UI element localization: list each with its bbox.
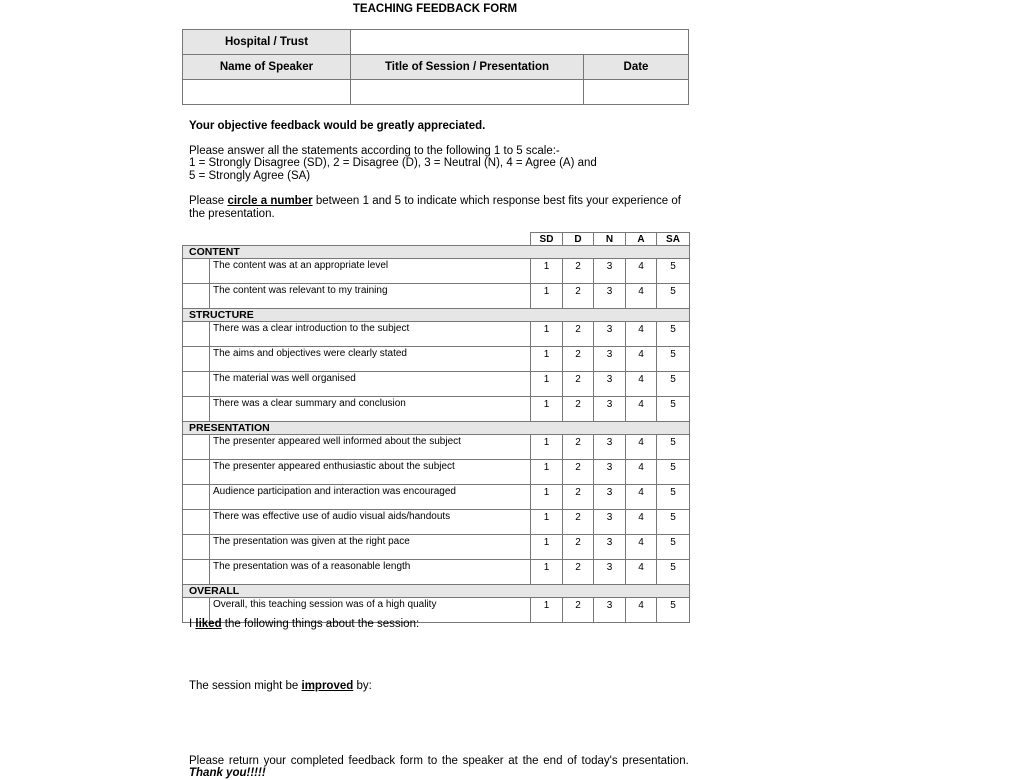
liked-pre: I: [189, 618, 196, 630]
statement-row: [183, 485, 690, 510]
date-field[interactable]: [584, 80, 689, 105]
statement-row: [183, 435, 690, 460]
rating-table: [182, 232, 690, 623]
rating-option-1[interactable]: 1: [531, 535, 563, 560]
rating-option-3[interactable]: 3: [594, 460, 626, 485]
improved-emphasis: improved: [301, 680, 354, 692]
row-marker-cell: [183, 485, 210, 510]
rating-option-5[interactable]: 5: [657, 322, 690, 347]
rating-option-4[interactable]: 4: [626, 347, 657, 372]
rating-option-3[interactable]: 3: [594, 347, 626, 372]
rating-option-4[interactable]: 4: [626, 460, 657, 485]
rating-option-1[interactable]: 1: [531, 259, 563, 284]
rating-option-1[interactable]: 1: [531, 284, 563, 309]
session-title-label: Title of Session / Presentation: [351, 55, 584, 80]
scale-header-n: N: [594, 233, 626, 246]
rating-option-2[interactable]: 2: [563, 435, 594, 460]
statement-row: [183, 535, 690, 560]
row-marker-cell: [183, 560, 210, 585]
statement-row: [183, 259, 690, 284]
rating-option-2[interactable]: 2: [563, 284, 594, 309]
session-title-field[interactable]: [351, 80, 584, 105]
rating-option-1[interactable]: 1: [531, 598, 563, 623]
rating-option-2[interactable]: 2: [563, 460, 594, 485]
rating-option-4[interactable]: 4: [626, 259, 657, 284]
rating-option-1[interactable]: 1: [531, 460, 563, 485]
rating-option-4[interactable]: 4: [626, 510, 657, 535]
row-marker-cell: [183, 259, 210, 284]
appreciation-text: Your objective feedback would be greatly appreciated.: [189, 120, 486, 132]
rating-option-4[interactable]: 4: [626, 560, 657, 585]
scale-line-2: 1 = Strongly Disagree (SD), 2 = Disagree (D), 3 = Neutral (N), 4 = Agree (A) and: [189, 157, 597, 169]
speaker-name-field[interactable]: [183, 80, 351, 105]
liked-prompt: [189, 618, 419, 631]
rating-option-3[interactable]: 3: [594, 284, 626, 309]
liked-post: the following things about the session:: [221, 618, 420, 630]
rating-option-5[interactable]: 5: [657, 284, 690, 309]
rating-option-5[interactable]: 5: [657, 485, 690, 510]
rating-option-3[interactable]: 3: [594, 259, 626, 284]
session-details-table: [182, 29, 689, 105]
rating-option-3[interactable]: 3: [594, 535, 626, 560]
rating-option-1[interactable]: 1: [531, 560, 563, 585]
statement-text: The content was at an appropriate level: [210, 259, 531, 284]
rating-option-3[interactable]: 3: [594, 485, 626, 510]
scale-header-sd: SD: [531, 233, 563, 246]
return-instruction: [189, 755, 692, 780]
statement-text: The presenter appeared well informed about the subject: [210, 435, 531, 460]
hospital-trust-field[interactable]: [351, 30, 689, 55]
rating-option-4[interactable]: 4: [626, 598, 657, 623]
rating-option-5[interactable]: 5: [657, 598, 690, 623]
hospital-trust-label: Hospital / Trust: [183, 30, 351, 55]
rating-option-5[interactable]: 5: [657, 372, 690, 397]
section-heading: OVERALL: [183, 585, 690, 598]
improved-post: by:: [353, 680, 372, 692]
rating-option-1[interactable]: 1: [531, 347, 563, 372]
statement-text: The material was well organised: [210, 372, 531, 397]
rating-option-2[interactable]: 2: [563, 535, 594, 560]
section-heading: PRESENTATION: [183, 422, 690, 435]
rating-option-1[interactable]: 1: [531, 372, 563, 397]
row-marker-cell: [183, 435, 210, 460]
statement-text: The presentation was given at the right pace: [210, 535, 531, 560]
speaker-name-label: Name of Speaker: [183, 55, 351, 80]
rating-option-4[interactable]: 4: [626, 485, 657, 510]
statement-text: There was a clear summary and conclusion: [210, 397, 531, 422]
section-row: [183, 246, 690, 259]
rating-option-2[interactable]: 2: [563, 347, 594, 372]
rating-option-5[interactable]: 5: [657, 397, 690, 422]
rating-option-1[interactable]: 1: [531, 397, 563, 422]
rating-option-4[interactable]: 4: [626, 535, 657, 560]
rating-option-1[interactable]: 1: [531, 435, 563, 460]
rating-option-5[interactable]: 5: [657, 347, 690, 372]
row-marker-cell: [183, 535, 210, 560]
rating-option-2[interactable]: 2: [563, 322, 594, 347]
rating-option-4[interactable]: 4: [626, 322, 657, 347]
rating-option-2[interactable]: 2: [563, 560, 594, 585]
rating-option-2[interactable]: 2: [563, 259, 594, 284]
liked-emphasis: liked: [195, 618, 222, 630]
rating-option-2[interactable]: 2: [563, 510, 594, 535]
rating-option-1[interactable]: 1: [531, 322, 563, 347]
statement-row: [183, 560, 690, 585]
rating-option-4[interactable]: 4: [626, 435, 657, 460]
statement-row: [183, 460, 690, 485]
rating-option-5[interactable]: 5: [657, 510, 690, 535]
rating-option-3[interactable]: 3: [594, 397, 626, 422]
rating-option-4[interactable]: 4: [626, 372, 657, 397]
statement-text: The presenter appeared enthusiastic about the subject: [210, 460, 531, 485]
section-row: [183, 309, 690, 322]
statement-text: Overall, this teaching session was of a high quality: [210, 598, 531, 623]
statement-row: [183, 322, 690, 347]
date-label: Date: [584, 55, 689, 80]
return-text: Please return your completed feedback form to the speaker at the end of today's presentation.: [189, 754, 689, 767]
rating-option-1[interactable]: 1: [531, 485, 563, 510]
statement-text: The content was relevant to my training: [210, 284, 531, 309]
rating-option-3[interactable]: 3: [594, 560, 626, 585]
statement-row: [183, 372, 690, 397]
rating-option-4[interactable]: 4: [626, 284, 657, 309]
rating-option-3[interactable]: 3: [594, 510, 626, 535]
row-marker-cell: [183, 322, 210, 347]
statement-text: There was effective use of audio visual aids/handouts: [210, 510, 531, 535]
scale-header-a: A: [626, 233, 657, 246]
row-marker-cell: [183, 347, 210, 372]
improved-pre: The session might be: [189, 680, 302, 692]
statement-row: [183, 397, 690, 422]
scale-header-d: D: [563, 233, 594, 246]
rating-option-3[interactable]: 3: [594, 598, 626, 623]
statement-row: [183, 510, 690, 535]
rating-option-5[interactable]: 5: [657, 535, 690, 560]
circle-instruction-pre: Please: [189, 195, 228, 207]
row-marker-cell: [183, 284, 210, 309]
rating-option-5[interactable]: 5: [657, 259, 690, 284]
scale-header-sa: SA: [657, 233, 690, 246]
statement-row: [183, 347, 690, 372]
rating-option-5[interactable]: 5: [657, 460, 690, 485]
row-marker-cell: [183, 460, 210, 485]
improved-prompt: [189, 680, 372, 693]
rating-option-4[interactable]: 4: [626, 397, 657, 422]
statement-text: The aims and objectives were clearly stated: [210, 347, 531, 372]
section-row: [183, 585, 690, 598]
section-heading: STRUCTURE: [183, 309, 690, 322]
circle-instruction-post: between 1 and 5 to indicate which response best fits your experience of the presentation.: [189, 195, 682, 220]
rating-option-2[interactable]: 2: [563, 598, 594, 623]
scale-line-3: 5 = Strongly Agree (SA): [189, 170, 311, 182]
row-marker-cell: [183, 510, 210, 535]
form-title: TEACHING FEEDBACK FORM: [352, 3, 518, 15]
statement-text: Audience participation and interaction was encouraged: [210, 485, 531, 510]
circle-instruction-emphasis: circle a number: [227, 195, 313, 207]
section-heading: CONTENT: [183, 246, 690, 259]
rating-option-5[interactable]: 5: [657, 435, 690, 460]
rating-option-2[interactable]: 2: [563, 397, 594, 422]
section-row: [183, 422, 690, 435]
thank-you-text: Thank you!!!!!: [189, 767, 266, 780]
statement-row: [183, 284, 690, 309]
rating-option-2[interactable]: 2: [563, 485, 594, 510]
rating-option-1[interactable]: 1: [531, 510, 563, 535]
rating-option-3[interactable]: 3: [594, 435, 626, 460]
rating-option-3[interactable]: 3: [594, 372, 626, 397]
circle-instruction: [189, 195, 681, 220]
scale-header-row: [183, 233, 690, 246]
statement-text: The presentation was of a reasonable length: [210, 560, 531, 585]
scale-line-1: Please answer all the statements according to the following 1 to 5 scale:-: [189, 145, 560, 157]
rating-option-2[interactable]: 2: [563, 372, 594, 397]
statement-text: There was a clear introduction to the subject: [210, 322, 531, 347]
row-marker-cell: [183, 372, 210, 397]
row-marker-cell: [183, 397, 210, 422]
rating-option-3[interactable]: 3: [594, 322, 626, 347]
rating-option-5[interactable]: 5: [657, 560, 690, 585]
scale-header-blank: [183, 233, 531, 246]
